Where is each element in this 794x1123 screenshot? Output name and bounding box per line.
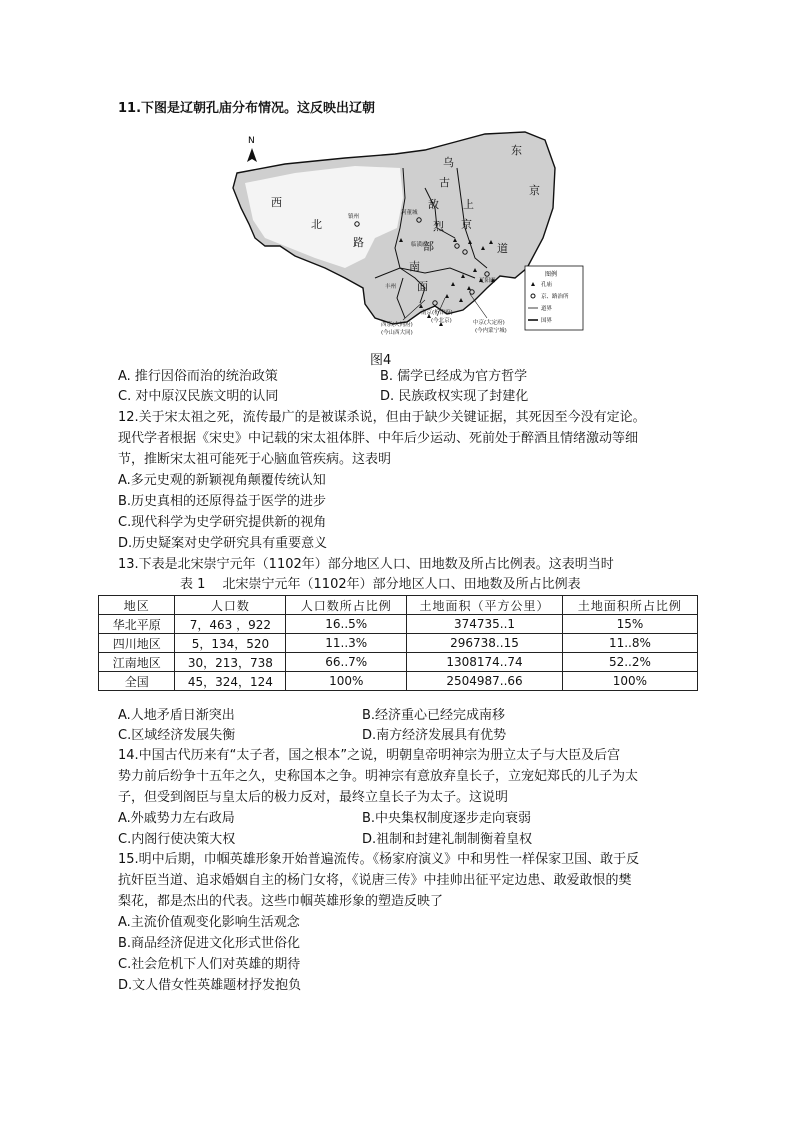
q15-option-a: A.主流价值观变化影响生活观念 xyxy=(118,915,300,930)
q11-option-c: C. 对中原汉民族文明的认同 xyxy=(118,389,279,404)
q11-stem: 11.下图是辽朝孔庙分布情况。这反映出辽朝 xyxy=(118,101,376,116)
q14-option-b: B.中央集权制度逐步走向衰弱 xyxy=(362,811,532,826)
q15-stem-line-2: 抗奸臣当道、追求婚姻自主的杨门女将，《说唐三传》中挂帅出征平定边患、敢爱敢恨的樊 xyxy=(118,873,632,888)
q12-option-d: D.历史疑案对史学研究具有重要意义 xyxy=(118,536,328,551)
q15-option-c: C.社会危机下人们对英雄的期待 xyxy=(118,957,301,972)
q11-option-b: B. 儒学已经成为官方哲学 xyxy=(380,369,528,384)
header-population: 人口数 xyxy=(175,596,286,615)
table-row: 全国 45，324，124 100% 2504987..66 100% xyxy=(99,672,698,691)
svg-text:国界: 国界 xyxy=(541,318,553,324)
q13-option-c: C.区域经济发展失衡 xyxy=(118,728,236,743)
table-header-row xyxy=(99,596,698,615)
svg-text:西 北 路 东 京: 西 北 路 东 京 乌 古 敌 烈 部 上 京 道 南 面 xyxy=(271,144,540,293)
q12-option-a: A.多元史观的新颖视角颠覆传统认知 xyxy=(118,473,326,488)
q14-stem-line-1: 14.中国古代历来有“太子者，国之根本”之说，明朝皇帝明神宗为册立太子与大臣及后宫 xyxy=(118,748,621,763)
table-row: 华北平原 7，463 ，922 16..5% 374735..1 15% xyxy=(99,615,698,634)
svg-text:孔庙: 孔庙 xyxy=(541,282,553,288)
q15-stem-line-3: 梨花，都是杰出的代表。这些巾帼英雄形象的塑造反映了 xyxy=(118,894,444,909)
header-land-area: 土地面积（平方公里） xyxy=(407,596,563,615)
q12-stem-line-2: 现代学者根据《宋史》中记载的宋太祖体胖、中年后少运动、死前处于醉酒且情绪激动等细 xyxy=(118,431,639,446)
q15-option-b: B.商品经济促进文化形式世俗化 xyxy=(118,936,301,951)
q13-stem: 13.下表是北宋崇宁元年（1102年）部分地区人口、田地数及所占比例表。这表明当时 xyxy=(118,557,614,572)
q14-stem-line-2: 势力前后纷争十五年之久，史称国本之争。明神宗有意放弃皇长子，立宠妃郑氏的儿子为太 xyxy=(118,769,639,784)
q12-stem-line-1: 12.关于宋太祖之死，流传最广的是被谋杀说，但由于缺少关键证据，其死因至今没有定论。 xyxy=(118,410,646,425)
q14-option-c: C.内阁行使决策大权 xyxy=(118,832,236,847)
svg-text:镇州 河董城 临潢府 丰州: 镇州 河董城 临潢府 丰州 西京(大同府) (今山西大同) 南京(析津府) (今北京) 中京(大定府) (今内蒙宁城) 辽阳府 xyxy=(348,210,507,336)
north-arrow-icon xyxy=(247,136,257,162)
q12-option-c: C.现代科学为史学研究提供新的视角 xyxy=(118,515,327,530)
table-row: 四川地区 5，134，520 11..3% 296738..15 11..8% xyxy=(99,634,698,653)
q14-option-d: D.祖制和封建礼制制衡着皇权 xyxy=(362,832,533,847)
svg-text:京、路治所: 京、路治所 xyxy=(541,294,569,300)
q12-option-b: B.历史真相的还原得益于医学的进步 xyxy=(118,494,327,509)
liao-confucian-temple-map xyxy=(225,128,585,346)
figure-caption: 图4 xyxy=(370,353,392,368)
population-land-table xyxy=(98,595,698,691)
map-legend xyxy=(525,266,583,330)
table-title: 表 1 北宋崇宁元年（1102年）部分地区人口、田地数及所占比例表 xyxy=(180,577,581,592)
q12-stem-line-3: 节，推断宋太祖可能死于心脑血管疾病。这表明 xyxy=(118,452,392,467)
svg-text:图例: 图例 xyxy=(545,271,558,278)
header-population-share: 人口数所占比例 xyxy=(286,596,407,615)
header-land-share: 土地面积所占比例 xyxy=(562,596,697,615)
q13-option-d: D.南方经济发展具有优势 xyxy=(362,728,507,743)
q15-option-d: D.文人借女性英雄题材抒发抱负 xyxy=(118,978,302,993)
q15-stem-line-1: 15.明中后期，巾帼英雄形象开始普遍流传。《杨家府演义》中和男性一样保家卫国、敢于反 xyxy=(118,852,640,867)
q13-option-a: A.人地矛盾日渐突出 xyxy=(118,708,235,723)
svg-text:道界: 道界 xyxy=(541,306,553,312)
table-row: 江南地区 30，213，738 66..7% 1308174..74 52..2% xyxy=(99,653,698,672)
header-region: 地区 xyxy=(99,596,175,615)
q13-option-b: B.经济重心已经完成南移 xyxy=(362,708,506,723)
q14-stem-line-3: 子，但受到阁臣与皇太后的极力反对，最终立皇长子为太子。这说明 xyxy=(118,790,509,805)
q11-option-a: A. 推行因俗而治的统治政策 xyxy=(118,369,278,384)
q11-option-d: D. 民族政权实现了封建化 xyxy=(380,389,529,404)
svg-text:N: N xyxy=(248,136,255,146)
q14-option-a: A.外戚势力左右政局 xyxy=(118,811,235,826)
